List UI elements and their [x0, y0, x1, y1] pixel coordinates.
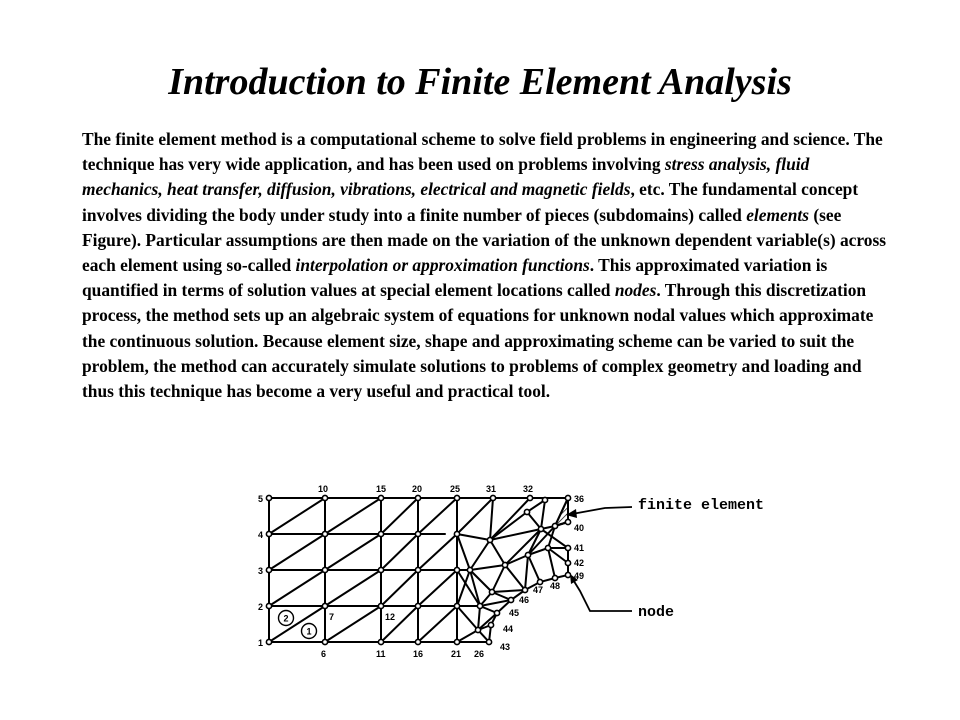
- paragraph-segment: (see Figure). Particular assumptions are then made on the variation of the unknown dependent variable(s) across each element using so-called: [82, 204, 887, 276]
- node-number: 16: [413, 649, 424, 659]
- paragraph-segment-italic: elements: [746, 204, 809, 225]
- paragraph-segment: The finite element method is a computational scheme to solve field problems in engineering and science. The technique has very wide application, and has been used on problems involving: [82, 129, 883, 175]
- paragraph-segment: , etc. The fundamental concept involves dividing the body under study into a finite number of pieces (subdomains) called: [82, 179, 859, 225]
- node-number: 40: [574, 523, 585, 533]
- paragraph-segment-italic: stress analysis, fluid mechanics, heat transfer, diffusion, vibrations, electrical and magnetic fields: [82, 154, 810, 200]
- node-number: 31: [486, 484, 497, 494]
- node-number: 2: [258, 602, 264, 612]
- finite-element-mesh-figure: [250, 480, 780, 665]
- body-paragraph: [82, 127, 892, 404]
- node-number: 4: [258, 530, 264, 540]
- finite-element-callout-line: [572, 507, 632, 514]
- node-number: 36: [574, 494, 585, 504]
- node-label: node: [638, 604, 675, 621]
- node-number: 48: [550, 581, 561, 591]
- paragraph-segment-italic: nodes: [614, 280, 657, 301]
- element-number: 1: [306, 626, 312, 637]
- node-number: 47: [533, 585, 544, 595]
- paragraph-segment-italic: interpolation or approximation functions: [295, 255, 590, 276]
- node-number: 3: [258, 566, 264, 576]
- mesh-diagram: [250, 480, 780, 665]
- node-number: 25: [450, 484, 461, 494]
- node-number: 46: [519, 595, 530, 605]
- node-number: 20: [412, 484, 423, 494]
- node-number: 1: [258, 638, 264, 648]
- node-number: 12: [385, 612, 396, 622]
- node-number: 5: [258, 494, 264, 504]
- node-number: 49: [574, 571, 585, 581]
- node-number: 32: [523, 484, 534, 494]
- node-number: 44: [503, 624, 514, 634]
- node-number: 15: [376, 484, 387, 494]
- slide-title: Introduction to Finite Element Analysis: [168, 61, 792, 103]
- finite-element-label: finite element: [638, 497, 765, 514]
- node-number: 7: [329, 612, 335, 622]
- node-number: 6: [321, 649, 327, 659]
- element-number: 2: [283, 613, 289, 624]
- node-number: 45: [509, 608, 520, 618]
- node-callout-line: [572, 578, 632, 611]
- paragraph-segment: . This approximated variation is quantified in terms of solution values at special element locations called: [82, 255, 828, 301]
- node-number: 42: [574, 558, 585, 568]
- paragraph-segment: . Through this discretization process, the method sets up an algebraic system of equations for unknown nodal values which approximate the continuous solution. Because element size, shape and approximating scheme can be varied to suit the problem, the method can accurately simulate solutions to problems of complex geometry and loading and thus this technique has become a very useful and practical tool.: [82, 280, 874, 402]
- node-number: 43: [500, 642, 511, 652]
- node-number: 26: [474, 649, 485, 659]
- node-number: 10: [318, 484, 329, 494]
- node-number: 21: [451, 649, 462, 659]
- node-number: 41: [574, 543, 585, 553]
- node-number: 11: [376, 649, 386, 659]
